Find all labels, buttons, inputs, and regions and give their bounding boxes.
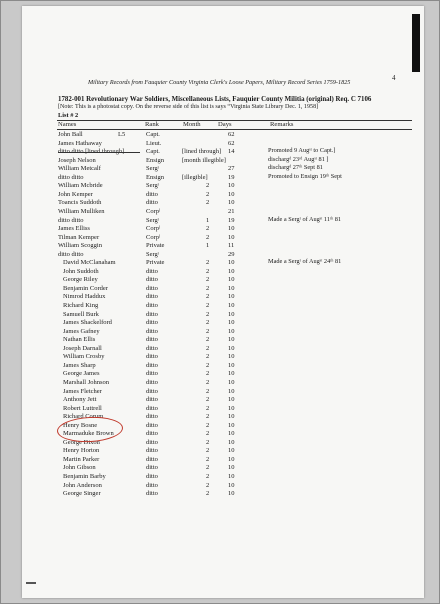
row-days: 10	[228, 182, 235, 190]
row-month: 2	[206, 447, 210, 455]
header-rule-top	[57, 120, 412, 121]
row-rank: ditto	[146, 310, 158, 318]
row-days: 19	[228, 216, 235, 224]
column-header-rank: Rank	[145, 121, 159, 128]
row-name: Benjamin Corder	[63, 284, 108, 292]
row-rank: ditto	[146, 353, 158, 361]
row-name: William Scoggin	[58, 242, 102, 250]
row-days: 10	[228, 276, 235, 284]
row-days: 10	[228, 233, 235, 241]
row-days: 27	[228, 165, 235, 173]
row-month: 2	[206, 396, 210, 404]
row-month: 1	[206, 242, 210, 250]
row-rank: Corpˡ	[146, 233, 161, 241]
row-days: 10	[228, 361, 235, 369]
row-rank: Private	[146, 259, 165, 267]
row-days: 29	[228, 250, 235, 258]
row-month: 2	[206, 259, 210, 267]
document-title: 1782-001 Revolutionary War Soldiers, Miscellaneous Lists, Fauquier County Militia (original) Req. C 7106	[58, 96, 372, 103]
row-name: Marmaduke Brown	[63, 430, 114, 438]
row-name: Joseph Nelson	[58, 156, 96, 164]
row-name: David McClanaham	[63, 259, 116, 267]
row-rank: ditto	[146, 455, 158, 463]
row-month: 2	[206, 302, 210, 309]
row-remark: Promoted to Ensign 19ᵗʰ Sept	[268, 172, 342, 180]
row-remark: Made a Sergᵗ of Augˢᵗ 24ᵗʰ 81	[268, 258, 342, 266]
row-days: 10	[228, 267, 235, 275]
strikethrough-line	[58, 152, 140, 153]
row-rank: Private	[146, 242, 165, 250]
row-rank: ditto	[146, 464, 158, 472]
row-month: 2	[206, 361, 210, 369]
row-month: 2	[206, 413, 210, 421]
row-days: 10	[228, 378, 235, 386]
row-remark: dischargᵈ 23ʳᵈ Augˢᵗ 81 ]	[268, 155, 329, 163]
row-name: James Sharp	[63, 361, 96, 369]
row-name: Tilman Kemper	[58, 233, 100, 241]
row-rank: ditto	[146, 421, 158, 429]
row-name: John Kemper	[58, 190, 93, 198]
row-days: 10	[228, 319, 235, 327]
row-month: 2	[206, 387, 210, 395]
row-name: Nathan Ellis	[63, 336, 96, 344]
row-rank: Ensign	[146, 173, 165, 181]
row-name: James Fletcher	[63, 387, 102, 395]
row-month: 2	[206, 430, 210, 438]
row-month: 2	[206, 455, 210, 463]
row-days: 10	[228, 302, 235, 309]
row-days: 21	[228, 207, 235, 215]
row-name: Nimrod Haddux	[63, 293, 106, 301]
row-rank: ditto	[146, 302, 158, 309]
row-month: 2	[206, 276, 210, 284]
row-days: 10	[228, 259, 235, 267]
row-rank: ditto	[146, 413, 158, 421]
column-header-days: Days	[218, 121, 232, 128]
header-rule-bottom	[57, 129, 412, 130]
row-days: 10	[228, 199, 235, 207]
row-rank: ditto	[146, 473, 158, 480]
row-month: 2	[206, 199, 210, 207]
row-month: 2	[206, 267, 210, 275]
row-name: Richard King	[63, 302, 99, 309]
row-name: George Singer	[63, 490, 101, 498]
row-days: 11	[228, 242, 235, 250]
column-header-month: Month	[183, 121, 201, 128]
row-days: 62	[228, 131, 235, 138]
row-rank: Sergᵗ	[146, 182, 160, 190]
row-month: 2	[206, 481, 210, 489]
row-rank: ditto	[146, 267, 158, 275]
row-days: 10	[228, 327, 235, 335]
row-days: 10	[228, 438, 235, 446]
row-rank: ditto	[146, 190, 158, 198]
row-name: James Gafney	[63, 327, 100, 335]
row-days: 10	[228, 336, 235, 344]
row-month: [month illegible]	[182, 156, 226, 164]
row-days: 10	[228, 490, 235, 498]
row-name: George Riley	[63, 276, 98, 284]
page-number: 4	[392, 74, 396, 82]
row-rank: ditto	[146, 361, 158, 369]
row-days: 10	[228, 387, 235, 395]
row-name: William Metcalf	[58, 165, 101, 173]
row-month: 2	[206, 353, 210, 361]
row-rank: Capt.	[146, 131, 160, 138]
row-month: 2	[206, 344, 210, 352]
row-rank: ditto	[146, 430, 158, 438]
row-rank: Sergᵗ	[146, 250, 160, 258]
row-month: 1	[206, 216, 210, 224]
row-rank: ditto	[146, 199, 158, 207]
row-days: 10	[228, 353, 235, 361]
row-month: [illegible]	[182, 173, 208, 181]
stray-mark	[26, 582, 36, 584]
row-days: 10	[228, 447, 235, 455]
row-rank: ditto	[146, 344, 158, 352]
row-month: 2	[206, 473, 210, 480]
binding-strip	[412, 14, 420, 72]
row-days: 10	[228, 225, 235, 233]
row-name: William Mulliken	[58, 207, 105, 215]
row-month: 2	[206, 182, 210, 190]
row-name: James Elliss	[58, 225, 90, 233]
row-rank: ditto	[146, 387, 158, 395]
row-name: Benjamin Barby	[63, 473, 106, 480]
row-month: 2	[206, 464, 210, 472]
row-days: 19	[228, 173, 235, 181]
row-month: 2	[206, 319, 210, 327]
row-days: 14	[228, 148, 235, 156]
row-name: George James	[63, 370, 100, 378]
row-rank: Sergᵗ	[146, 165, 160, 173]
list-number: List # 2	[58, 112, 79, 119]
row-month: 2	[206, 284, 210, 292]
row-month: 2	[206, 293, 210, 301]
row-rank: ditto	[146, 370, 158, 378]
row-days: 10	[228, 344, 235, 352]
document-note: [Note: This is a photostat copy. On the reverse side of this list is says “Virginia State Library Dec. 1, 1958]	[58, 104, 319, 110]
row-month: 2	[206, 404, 210, 412]
row-name: ditto ditto	[58, 250, 84, 258]
row-month: 2	[206, 225, 210, 233]
row-remark: Promoted 9 Augˢᵗ to Capt.]	[268, 147, 336, 155]
row-name-note: L5	[118, 131, 126, 138]
row-month: 2	[206, 438, 210, 446]
row-rank: ditto	[146, 481, 158, 489]
row-name: William Crosby	[63, 353, 105, 361]
row-rank: ditto	[146, 396, 158, 404]
row-rank: ditto	[146, 404, 158, 412]
row-month: 2	[206, 490, 210, 498]
row-rank: Ensign	[146, 156, 165, 164]
row-name: Marshall Johnson	[63, 378, 110, 386]
row-days: 10	[228, 455, 235, 463]
row-days: 10	[228, 310, 235, 318]
row-rank: Corpˡ	[146, 207, 161, 215]
row-rank: ditto	[146, 284, 158, 292]
row-name: Henry Horton	[63, 447, 100, 455]
row-month: 2	[206, 190, 210, 198]
row-rank: Capt.	[146, 148, 160, 156]
row-month: 2	[206, 336, 210, 344]
row-days: 10	[228, 370, 235, 378]
row-days: 10	[228, 404, 235, 412]
row-month: [lined through]	[182, 148, 222, 156]
row-month: 2	[206, 310, 210, 318]
row-days: 10	[228, 464, 235, 472]
row-name: Robert Luttrell	[63, 404, 102, 412]
row-rank: Sergᵗ	[146, 216, 160, 224]
row-rank: ditto	[146, 276, 158, 284]
column-header-names: Names	[58, 121, 77, 128]
row-days: 10	[228, 284, 235, 292]
row-days: 62	[228, 139, 235, 147]
row-month: 2	[206, 327, 210, 335]
row-name: Martin Parker	[63, 455, 100, 463]
row-month: 2	[206, 378, 210, 386]
row-rank: ditto	[146, 319, 158, 327]
row-rank: ditto	[146, 490, 158, 498]
row-days: 10	[228, 396, 235, 404]
row-rank: ditto	[146, 447, 158, 455]
row-name: ditto ditto	[58, 173, 84, 181]
row-days: 10	[228, 473, 235, 480]
row-rank: ditto	[146, 438, 158, 446]
row-rank: ditto	[146, 293, 158, 301]
row-name: James Shackelford	[63, 319, 112, 327]
row-days: 10	[228, 190, 235, 198]
row-name: James Hathaway	[58, 139, 102, 147]
row-name: Samuell Burk	[63, 310, 99, 318]
row-rank: ditto	[146, 327, 158, 335]
row-name: ditto ditto	[58, 216, 84, 224]
column-header-remarks: Remarks	[270, 121, 294, 128]
row-days: 10	[228, 430, 235, 438]
row-name: Richard Corum	[63, 413, 104, 421]
row-name: John Suddoth	[63, 267, 99, 275]
running-head: Military Records from Fauquier County Virginia Clerk's Loose Papers, Military Record Series 1759-1825	[88, 79, 351, 86]
row-rank: ditto	[146, 378, 158, 386]
row-days: 10	[228, 481, 235, 489]
row-days: 10	[228, 421, 235, 429]
row-remark: dischargᵈ 27ᵗʰ Sept 81	[268, 164, 323, 172]
row-rank: ditto	[146, 336, 158, 344]
row-name: George Dixon	[63, 438, 100, 446]
row-name: John Ball	[58, 131, 83, 138]
row-rank: Lieut.	[146, 139, 162, 147]
row-name: John Gibson	[63, 464, 96, 472]
row-name: Anthony Jett	[63, 396, 97, 404]
row-name: William Mcbride	[58, 182, 103, 190]
row-days: 10	[228, 293, 235, 301]
row-month: 2	[206, 233, 210, 241]
row-name: John Anderson	[63, 481, 102, 489]
row-name: Toancis Suddoth	[58, 199, 102, 207]
row-month: 2	[206, 421, 210, 429]
row-remark: Made a Sergᵗ of Augˢᵗ 11ᵗʰ 81	[268, 215, 342, 223]
row-month: 2	[206, 370, 210, 378]
row-days: 10	[228, 413, 235, 421]
row-name: Joseph Darnall	[63, 344, 102, 352]
row-name: Henry Bosne	[63, 421, 98, 429]
row-rank: Corpˡ	[146, 225, 161, 233]
